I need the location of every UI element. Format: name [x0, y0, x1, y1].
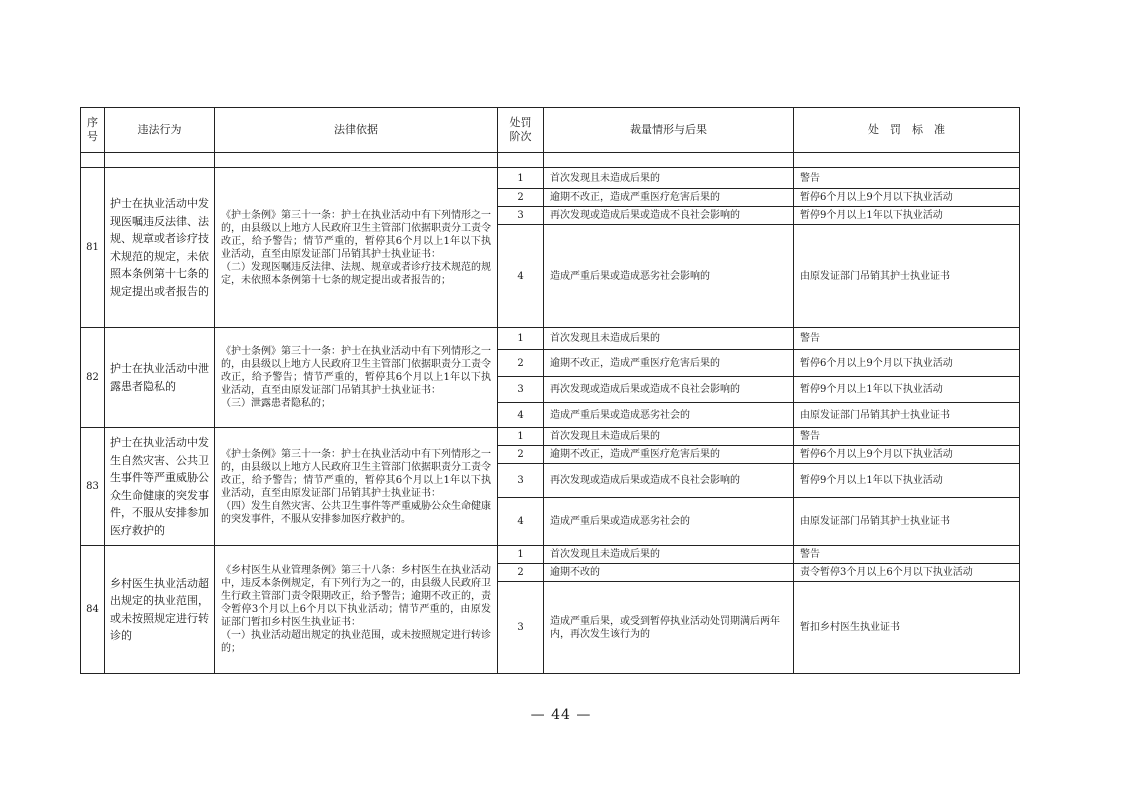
page-number: — 44 — — [530, 707, 592, 723]
level-circumstance: 再次发现或造成后果或造成不良社会影响的 — [544, 207, 794, 225]
level-number: 1 — [498, 328, 544, 350]
level-number: 3 — [498, 377, 544, 403]
level-standard: 警告 — [794, 328, 1020, 350]
level-standard: 责令暂停3个月以上6个月以下执业活动 — [794, 564, 1020, 582]
row-basis: 《护士条例》第三十一条：护士在执业活动中有下列情形之一的，由县级以上地方人民政府卫生主管部门依据职责分工责令改正，给予警告；情节严重的，暂停其6个月以上1年以下执业活动，直至由原发证部门吊销其护士执业证书： （三）泄露患者隐私的； — [215, 328, 498, 428]
table-row — [81, 428, 1020, 446]
header-circumstance: 裁量情形与后果 — [544, 108, 794, 153]
level-circumstance: 首次发现且未造成后果的 — [544, 428, 794, 446]
level-number: 1 — [498, 428, 544, 446]
row-seq: 84 — [81, 546, 105, 674]
level-circumstance: 逾期不改的 — [544, 564, 794, 582]
level-standard: 暂停9个月以上1年以下执业活动 — [794, 464, 1020, 498]
level-standard: 暂停6个月以上9个月以下执业活动 — [794, 446, 1020, 464]
row-basis: 《乡村医生从业管理条例》第三十八条：乡村医生在执业活动中，违反本条例规定，有下列行为之一的，由县级人民政府卫生行政主管部门责令限期改正，给予警告；逾期不改正的，责令暂停3个月以上6个月以下执业活动；情节严重的，由原发证部门暂扣乡村医生执业证书： （一）执业活动超出规定的执业范围，或未按照规定进行转诊的； — [215, 546, 498, 674]
header-seq: 序 号 — [81, 108, 105, 153]
penalty-standard-table — [80, 107, 1019, 674]
row-basis: 《护士条例》第三十一条：护士在执业活动中有下列情形之一的，由县级以上地方人民政府卫生主管部门依据职责分工责令改正，给予警告；情节严重的，暂停其6个月以上1年以下执业活动，直至由原发证部门吊销其护士执业证书： （四）发生自然灾害、公共卫生事件等严重威胁公众生命健康的突发事件，不服从安排参加医疗救护的。 — [215, 428, 498, 546]
level-circumstance: 造成严重后果或造成恶劣社会影响的 — [544, 225, 794, 328]
table-header-row — [81, 108, 1020, 153]
row-behavior: 护士在执业活动中发现医嘱违反法律、法规、规章或者诊疗技术规范的规定，未依照本条例第十七条的规定提出或者报告的 — [105, 168, 215, 328]
level-number: 2 — [498, 446, 544, 464]
header-standard: 处 罚 标 准 — [794, 108, 1020, 153]
level-standard: 警告 — [794, 168, 1020, 189]
row-seq: 83 — [81, 428, 105, 546]
level-number: 3 — [498, 464, 544, 498]
row-behavior: 护士在执业活动中泄露患者隐私的 — [105, 328, 215, 428]
level-standard: 由原发证部门吊销其护士执业证书 — [794, 403, 1020, 428]
level-circumstance: 逾期不改正，造成严重医疗危害后果的 — [544, 189, 794, 207]
table-row — [81, 546, 1020, 564]
header-times: 处罚 阶次 — [498, 108, 544, 153]
level-number: 2 — [498, 189, 544, 207]
table-row — [81, 328, 1020, 350]
level-standard: 暂扣乡村医生执业证书 — [794, 582, 1020, 674]
level-number: 3 — [498, 207, 544, 225]
level-standard: 暂停6个月以上9个月以下执业活动 — [794, 350, 1020, 377]
level-number: 2 — [498, 350, 544, 377]
level-number: 1 — [498, 168, 544, 189]
row-behavior: 乡村医生执业活动超出规定的执业范围，或未按照规定进行转诊的 — [105, 546, 215, 674]
level-number: 3 — [498, 582, 544, 674]
row-basis: 《护士条例》第三十一条：护士在执业活动中有下列情形之一的，由县级以上地方人民政府卫生主管部门依据职责分工责令改正，给予警告；情节严重的，暂停其6个月以上1年以下执业活动，直至由原发证部门吊销其护士执业证书： （二）发现医嘱违反法律、法规、规章或者诊疗技术规范的规定，未依照本条例第十七条的规定提出或者报告的； — [215, 168, 498, 328]
level-circumstance: 逾期不改正，造成严重医疗危害后果的 — [544, 446, 794, 464]
table-row — [81, 168, 1020, 189]
level-circumstance: 再次发现或造成后果或造成不良社会影响的 — [544, 464, 794, 498]
level-circumstance: 首次发现且未造成后果的 — [544, 546, 794, 564]
row-seq: 82 — [81, 328, 105, 428]
level-standard: 由原发证部门吊销其护士执业证书 — [794, 225, 1020, 328]
level-circumstance: 首次发现且未造成后果的 — [544, 328, 794, 350]
header-behavior: 违法行为 — [105, 108, 215, 153]
row-behavior: 护士在执业活动中发生自然灾害、公共卫生事件等严重威胁公众生命健康的突发事件，不服从安排参加医疗救护的 — [105, 428, 215, 546]
level-standard: 由原发证部门吊销其护士执业证书 — [794, 498, 1020, 546]
level-circumstance: 首次发现且未造成后果的 — [544, 168, 794, 189]
header-basis: 法律依据 — [215, 108, 498, 153]
blank-row — [81, 153, 1020, 168]
level-circumstance: 再次发现或造成后果或造成不良社会影响的 — [544, 377, 794, 403]
level-standard: 暂停9个月以上1年以下执业活动 — [794, 207, 1020, 225]
level-standard: 暂停6个月以上9个月以下执业活动 — [794, 189, 1020, 207]
level-standard: 警告 — [794, 546, 1020, 564]
level-circumstance: 造成严重后果或造成恶劣社会的 — [544, 403, 794, 428]
level-number: 2 — [498, 564, 544, 582]
level-circumstance: 逾期不改正，造成严重医疗危害后果的 — [544, 350, 794, 377]
level-circumstance: 造成严重后果或造成恶劣社会的 — [544, 498, 794, 546]
level-number: 4 — [498, 498, 544, 546]
level-number: 1 — [498, 546, 544, 564]
level-standard: 暂停9个月以上1年以下执业活动 — [794, 377, 1020, 403]
level-number: 4 — [498, 403, 544, 428]
level-circumstance: 造成严重后果，或受到暂停执业活动处罚期满后两年内，再次发生该行为的 — [544, 582, 794, 674]
level-standard: 警告 — [794, 428, 1020, 446]
level-number: 4 — [498, 225, 544, 328]
row-seq: 81 — [81, 168, 105, 328]
